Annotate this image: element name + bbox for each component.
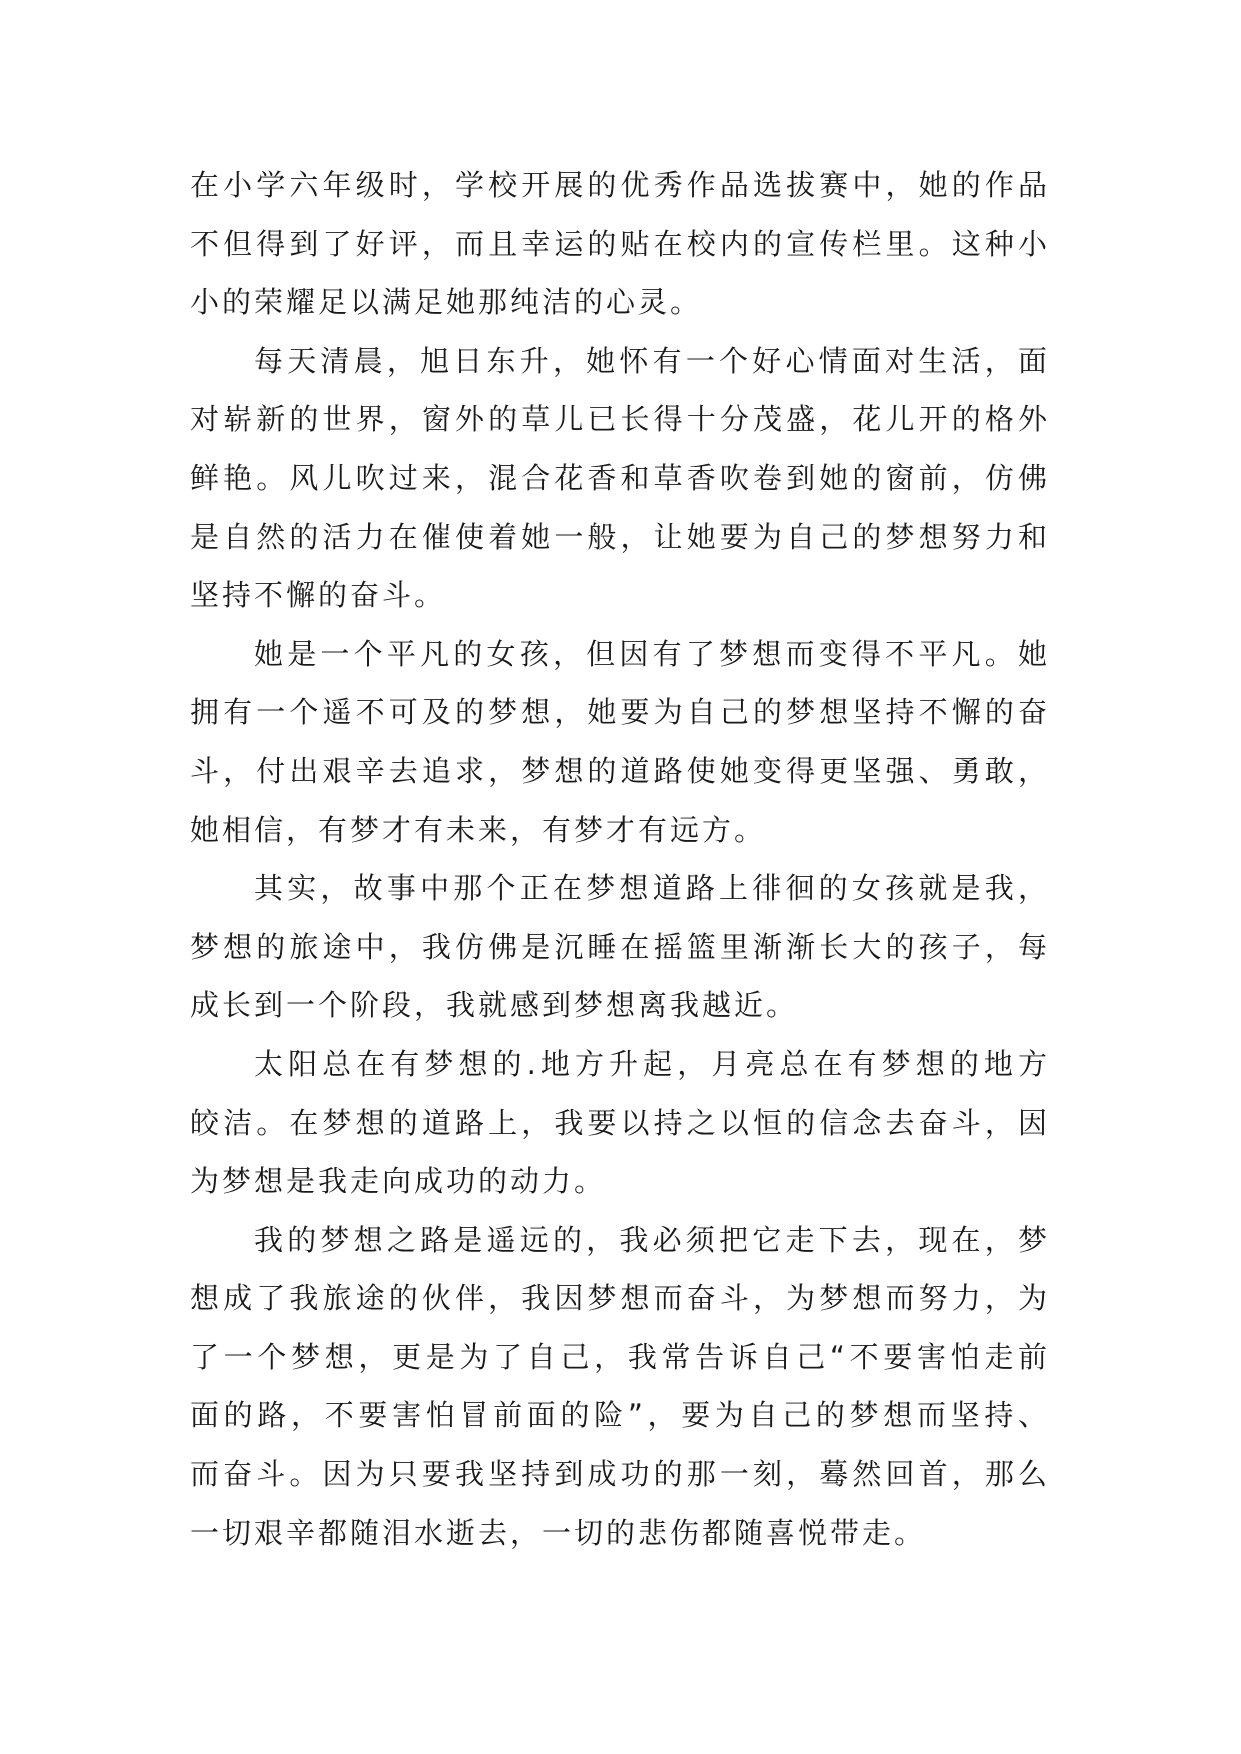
text-line: 是自然的活力在催使着她一般，让她要为自己的梦想努力和 [190,519,1050,554]
text-line: 鲜艳。风儿吹过来，混合花香和草香吹卷到她的窗前，仿佛 [190,460,1050,495]
text-line: 不但得到了好评，而且幸运的贴在校内的宣传栏里。这种小 [190,226,1050,261]
paragraph-2 [190,332,1050,625]
text-line: 面的路，不要害怕冒前面的险”，要为自己的梦想而坚持、 [190,1398,1050,1433]
text-line: 我的梦想之路是遥远的，我必须把它走下去，现在，梦 [254,1222,1050,1257]
text-line: 成长到一个阶段，我就感到梦想离我越近。 [190,988,799,1023]
text-line: 梦想的旅途中，我仿佛是沉睡在摇篮里渐渐长大的孩子，每 [190,929,1050,964]
text-line: 其实，故事中那个正在梦想道路上徘徊的女孩就是我， [254,871,1050,906]
text-line: 小的荣耀足以满足她那纯洁的心灵。 [190,285,703,320]
text-line: 太阳总在有梦想的.地方升起，月亮总在有梦想的地方 [254,1046,1050,1081]
text-line: 坚持不懈的奋斗。 [190,578,447,613]
paragraph-3 [190,625,1050,859]
text-line: 一切艰辛都随泪水逝去，一切的悲伤都随喜悦带走。 [190,1515,927,1550]
text-line: 为梦想是我走向成功的动力。 [190,1164,607,1199]
paragraph-5 [190,1035,1050,1211]
text-line: 在小学六年级时，学校开展的优秀作品选拔赛中，她的作品 [190,168,1050,202]
paragraph-4 [190,859,1050,1035]
document-body [190,156,1050,1562]
text-line: 皎洁。在梦想的道路上，我要以持之以恒的信念去奋斗，因 [190,1105,1050,1140]
text-line: 对崭新的世界，窗外的草儿已长得十分茂盛，花儿开的格外 [190,402,1050,437]
text-line: 想成了我旅途的伙伴，我因梦想而奋斗，为梦想而努力，为 [190,1281,1050,1316]
text-line: 她相信，有梦才有未来，有梦才有远方。 [190,812,767,847]
paragraph-6 [190,1211,1050,1563]
text-line: 斗，付出艰辛去追求，梦想的道路使她变得更坚强、勇敢， [190,753,1050,788]
text-line: 拥有一个遥不可及的梦想，她要为自己的梦想坚持不懈的奋 [190,695,1050,730]
text-line: 她是一个平凡的女孩，但因有了梦想而变得不平凡。她 [254,636,1050,671]
paragraph-1 [190,156,1050,332]
text-line: 而奋斗。因为只要我坚持到成功的那一刻，蓦然回首，那么 [190,1457,1050,1492]
text-line: 了一个梦想，更是为了自己，我常告诉自己“不要害怕走前 [190,1339,1050,1374]
text-line: 每天清晨，旭日东升，她怀有一个好心情面对生活，面 [254,343,1050,378]
